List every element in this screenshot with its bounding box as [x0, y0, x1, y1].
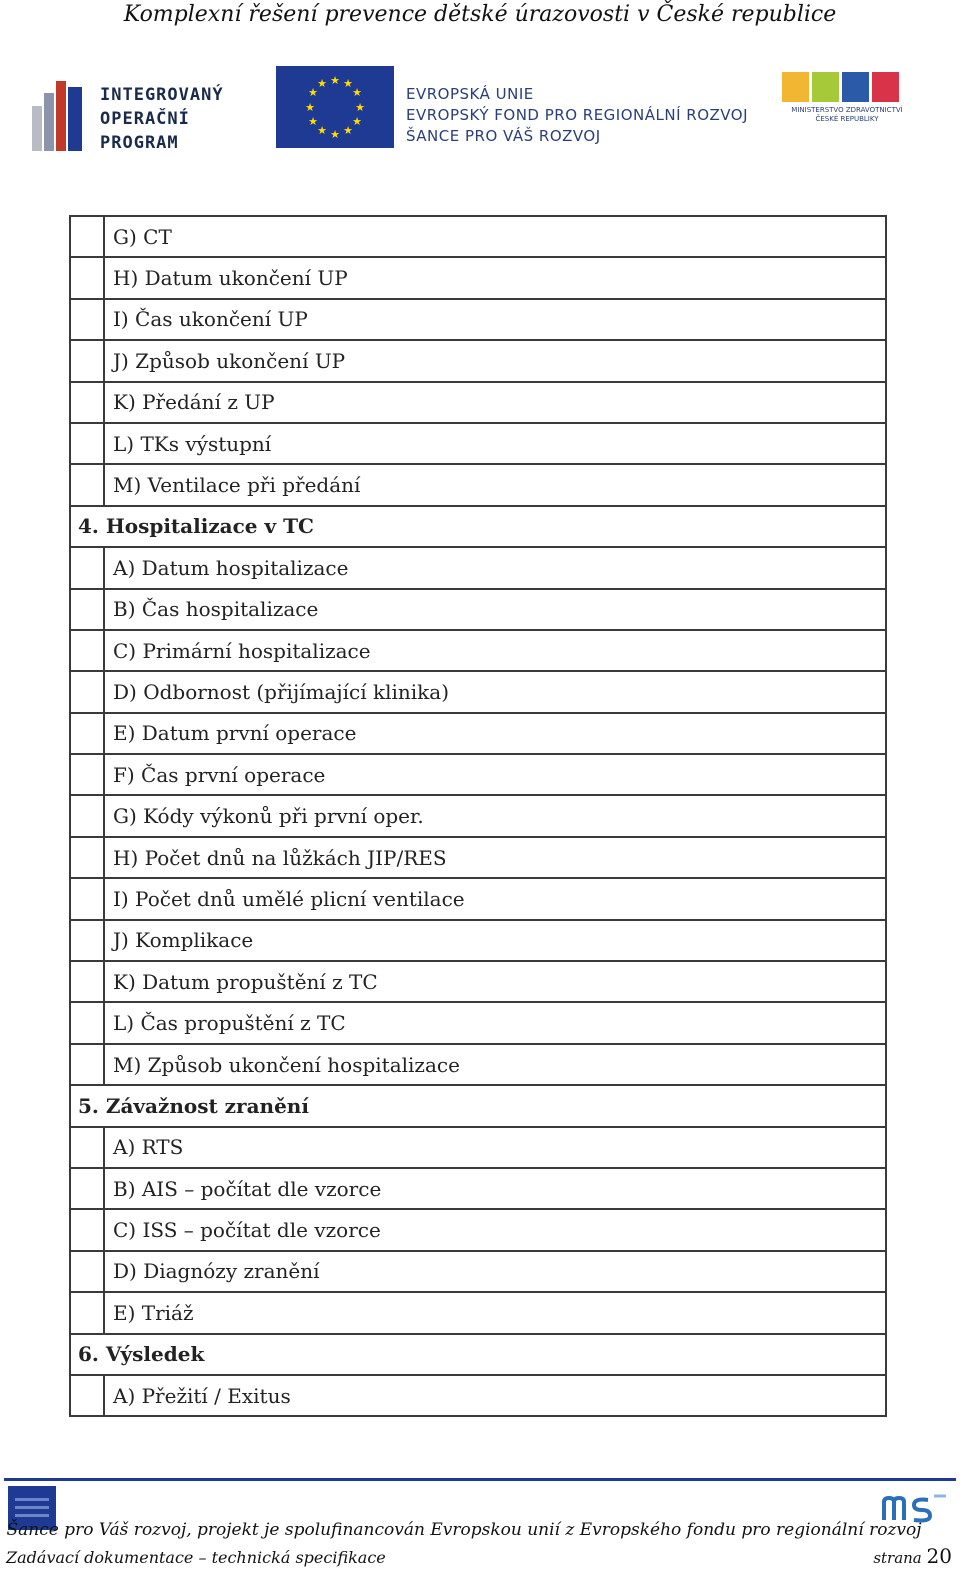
item-cell: L) TKs výstupní [104, 423, 886, 464]
indent-cell [70, 464, 104, 505]
eu-line: ŠANCE PRO VÁŠ ROZVOJ [406, 127, 601, 145]
section-heading: 4. Hospitalizace v TC [70, 506, 886, 547]
item-cell: M) Ventilace při předání [104, 464, 886, 505]
eu-flag-icon [276, 66, 394, 148]
indent-cell [70, 713, 104, 754]
table-row [70, 837, 886, 878]
table-row [70, 1375, 886, 1416]
iop-text [100, 83, 224, 155]
item-cell: C) ISS – počítat dle vzorce [104, 1209, 886, 1250]
svg-text:★: ★ [330, 74, 340, 87]
specification-table-body [70, 216, 886, 1416]
indent-cell [70, 340, 104, 381]
table-row [70, 1002, 886, 1043]
item-cell: E) Triáž [104, 1292, 886, 1333]
svg-text:★: ★ [317, 124, 327, 137]
item-cell: K) Datum propuštění z TC [104, 961, 886, 1002]
iop-bars-icon [32, 81, 92, 151]
table-row [70, 216, 886, 257]
indent-cell [70, 878, 104, 919]
footer-slogan: Šance pro Váš rozvoj, projekt je spolufinancován Evropskou unií z Evropského fondu pro regionální rozvoj [6, 1520, 922, 1540]
item-cell: E) Datum první operace [104, 713, 886, 754]
indent-cell [70, 589, 104, 630]
page-label: strana [873, 1549, 922, 1567]
ministry-text [782, 106, 912, 124]
indent-cell [70, 1168, 104, 1209]
iop-logo [30, 67, 240, 152]
table-row [70, 1127, 886, 1168]
table-row [70, 382, 886, 423]
table-row [70, 589, 886, 630]
section-row [70, 1334, 886, 1375]
item-cell: I) Čas ukončení UP [104, 299, 886, 340]
iop-line: INTEGROVANÝ [100, 85, 224, 105]
section-row [70, 1085, 886, 1126]
item-cell: H) Počet dnů na lůžkách JIP/RES [104, 837, 886, 878]
table-row [70, 1044, 886, 1085]
section-row [70, 506, 886, 547]
indent-cell [70, 1375, 104, 1416]
table-row [70, 754, 886, 795]
indent-cell [70, 837, 104, 878]
footer-document-name: Zadávací dokumentace – technická specifikace [6, 1548, 386, 1567]
svg-text:★: ★ [305, 101, 315, 114]
item-cell: B) AIS – počítat dle vzorce [104, 1168, 886, 1209]
specification-table [69, 215, 887, 1417]
svg-text:★: ★ [317, 77, 327, 90]
table-row [70, 671, 886, 712]
svg-text:★: ★ [343, 124, 353, 137]
indent-cell [70, 216, 104, 257]
table-row [70, 1251, 886, 1292]
item-cell: I) Počet dnů umělé plicní ventilace [104, 878, 886, 919]
item-cell: G) CT [104, 216, 886, 257]
table-row [70, 547, 886, 588]
page-number-value: 20 [926, 1544, 952, 1568]
svg-text:★: ★ [308, 115, 318, 128]
table-row [70, 1209, 886, 1250]
indent-cell [70, 961, 104, 1002]
indent-cell [70, 1127, 104, 1168]
section-heading: 5. Závažnost zranění [70, 1085, 886, 1126]
table-row [70, 1168, 886, 1209]
footer-divider [4, 1478, 956, 1481]
page-number [873, 1544, 952, 1568]
logo-strip [30, 62, 930, 157]
table-row [70, 340, 886, 381]
item-cell: A) Přežití / Exitus [104, 1375, 886, 1416]
indent-cell [70, 630, 104, 671]
ministry-logo [782, 72, 912, 147]
ministry-line: MINISTERSTVO ZDRAVOTNICTVÍ [791, 106, 903, 114]
ministry-blocks-icon [782, 72, 912, 102]
indent-cell [70, 754, 104, 795]
indent-cell [70, 299, 104, 340]
item-cell: C) Primární hospitalizace [104, 630, 886, 671]
table-row [70, 464, 886, 505]
item-cell: J) Způsob ukončení UP [104, 340, 886, 381]
iop-line: PROGRAM [100, 133, 179, 153]
indent-cell [70, 920, 104, 961]
eu-line: EVROPSKÝ FOND PRO REGIONÁLNÍ ROZVOJ [406, 106, 749, 124]
table-row [70, 257, 886, 298]
indent-cell [70, 257, 104, 298]
item-cell: D) Odbornost (přijímající klinika) [104, 671, 886, 712]
item-cell: M) Způsob ukončení hospitalizace [104, 1044, 886, 1085]
svg-text:★: ★ [330, 128, 340, 141]
indent-cell [70, 1044, 104, 1085]
item-cell: A) RTS [104, 1127, 886, 1168]
eu-line: EVROPSKÁ UNIE [406, 85, 534, 103]
item-cell: G) Kódy výkonů při první oper. [104, 795, 886, 836]
table-row [70, 961, 886, 1002]
item-cell: L) Čas propuštění z TC [104, 1002, 886, 1043]
document-header-title: Komplexní řešení prevence dětské úrazovosti v České republice [123, 2, 837, 27]
indent-cell [70, 423, 104, 464]
item-cell: B) Čas hospitalizace [104, 589, 886, 630]
item-cell: D) Diagnózy zranění [104, 1251, 886, 1292]
svg-text:★: ★ [352, 86, 362, 99]
table-row [70, 299, 886, 340]
indent-cell [70, 795, 104, 836]
item-cell: A) Datum hospitalizace [104, 547, 886, 588]
item-cell: F) Čas první operace [104, 754, 886, 795]
item-cell: K) Předání z UP [104, 382, 886, 423]
item-cell: H) Datum ukončení UP [104, 257, 886, 298]
indent-cell [70, 1209, 104, 1250]
indent-cell [70, 547, 104, 588]
indent-cell [70, 1251, 104, 1292]
indent-cell [70, 671, 104, 712]
table-row [70, 423, 886, 464]
table-row [70, 713, 886, 754]
svg-text:★: ★ [308, 86, 318, 99]
eu-text [406, 84, 748, 147]
svg-text:★: ★ [352, 115, 362, 128]
table-row [70, 920, 886, 961]
iop-line: OPERAČNÍ [100, 109, 190, 129]
item-cell: J) Komplikace [104, 920, 886, 961]
indent-cell [70, 382, 104, 423]
table-row [70, 795, 886, 836]
svg-text:★: ★ [355, 101, 365, 114]
ministry-line: ČESKÉ REPUBLIKY [815, 115, 879, 123]
table-row [70, 878, 886, 919]
svg-text:★: ★ [343, 77, 353, 90]
indent-cell [70, 1002, 104, 1043]
table-row [70, 630, 886, 671]
indent-cell [70, 1292, 104, 1333]
table-row [70, 1292, 886, 1333]
section-heading: 6. Výsledek [70, 1334, 886, 1375]
